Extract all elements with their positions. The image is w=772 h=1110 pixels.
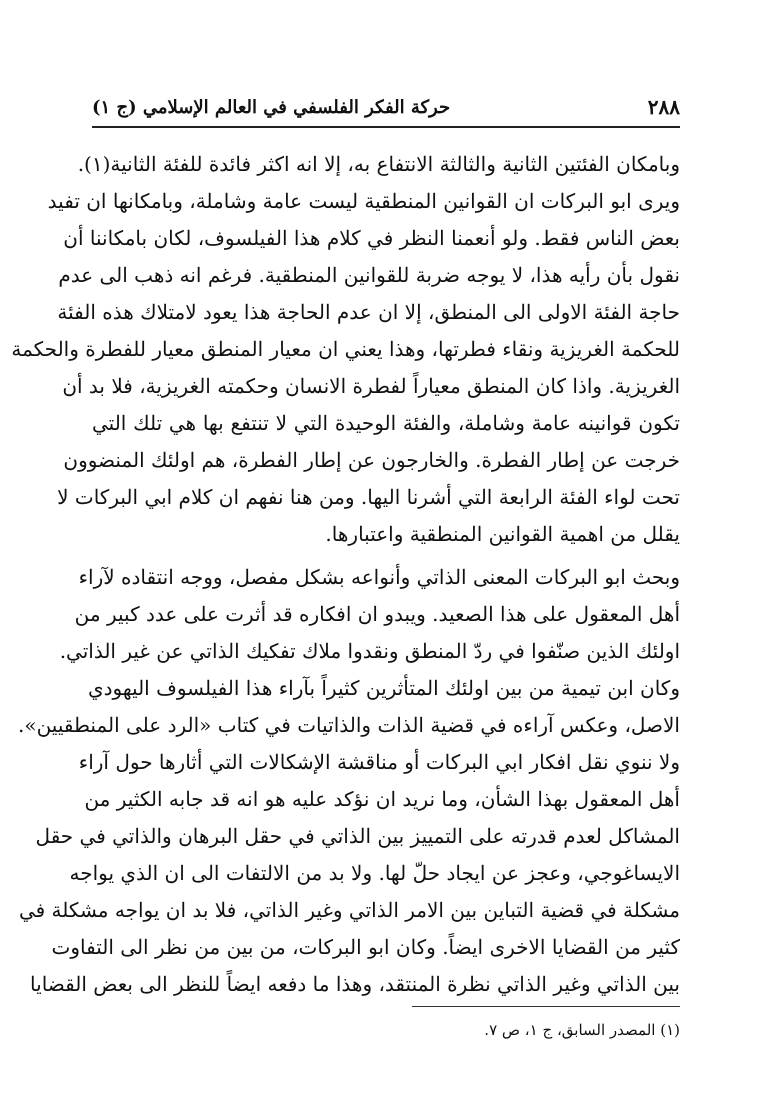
text-line: تكون قوانينه عامة وشاملة، والفئة الوحيدة التي لا تنتفع بها هي تلك التي	[92, 411, 680, 435]
footnote-rule	[412, 1006, 680, 1007]
text-line: ولا ننوي نقل افكار ابي البركات أو مناقشة الإشكالات التي أثارها حول آراء	[78, 750, 680, 774]
text-line: الاصل، وعكس آراءه في قضية الذات والذاتيات في كتاب «الرد على المنطقيين».	[17, 713, 680, 737]
text-line: الايساغوجي، وعجز عن ايجاد حلّ لها. ولا بد من الالتفات الى ان الذي يواجه	[69, 861, 680, 885]
text-line: بين الذاتي وغير الذاتي نظرة المنتقد، وهذا ما دفعه ايضاً للنظر الى بعض القضايا	[30, 972, 680, 996]
text-line: كثير من القضايا الاخرى ايضاً. وكان ابو البركات، من بين من نظر الى التفاوت	[51, 935, 680, 959]
text-line: أهل المعقول على هذا الصعيد. ويبدو ان افكاره قد أثرت على عدد كبير من	[74, 602, 680, 626]
running-title: حركة الفكر الفلسفي في العالم الإسلامي (ج ١)	[92, 96, 451, 118]
text-line: الغريزية. واذا كان المنطق معياراً لفطرة الانسان وحكمته الغريزية، فلا بد أن	[62, 374, 680, 398]
text-line: المشاكل لعدم قدرته على التمييز بين الذاتي في حقل البرهان والذاتي في حقل	[35, 824, 680, 848]
page-number: ٢٨٨	[647, 95, 680, 119]
page-header	[92, 90, 680, 124]
text-line: نقول بأن رأيه هذا، لا يوجه ضربة للقوانين المنطقية. فرغم انه ذهب الى عدم	[58, 263, 680, 287]
text-line: تحت لواء الفئة الرابعة التي أشرنا اليها. ومن هنا نفهم ان كلام ابي البركات لا	[57, 485, 680, 509]
text-line: للحكمة الغريزية ونقاء فطرتها، وهذا يعني ان معيار المنطق معيار للفطرة والحكمة	[11, 337, 680, 361]
text-line: بعض الناس فقط. ولو أنعمنا النظر في كلام هذا الفيلسوف، لكان بامكاننا أن	[63, 226, 680, 250]
text-line: حاجة الفئة الاولى الى المنطق، إلا ان عدم الحاجة هذا يعود لامتلاك هذه الفئة	[57, 300, 680, 324]
text-line: يقلل من اهمية القوانين المنطقية واعتبارها.	[325, 522, 680, 546]
text-line: وبامكان الفئتين الثانية والثالثة الانتفاع به، إلا انه اكثر فائدة للفئة الثانية(١).	[77, 152, 680, 176]
text-line: اولئك الذين صنّفوا في ردّ المنطق ونقدوا ملاك تفكيك الذاتي عن غير الذاتي.	[59, 639, 680, 663]
text-line: مشكلة في قضية التباين بين الامر الذاتي وغير الذاتي، فلا بد ان يواجه مشكلة في	[18, 898, 680, 922]
text-line: أهل المعقول بهذا الشأن، وما نريد ان نؤكد عليه هو انه قد جابه الكثير من	[84, 787, 680, 811]
text-line: خرجت عن إطار الفطرة. والخارجون عن إطار الفطرة، هم اولئك المنضوون	[63, 448, 680, 472]
text-line: وكان ابن تيمية من بين اولئك المتأثرين كثيراً بآراء هذا الفيلسوف اليهودي	[87, 676, 680, 700]
header-rule	[92, 126, 680, 128]
body-text	[11, 146, 680, 1003]
text-line: ويرى ابو البركات ان القوانين المنطقية ليست عامة وشاملة، وبامكانها ان تفيد	[47, 189, 680, 213]
footnote: (١) المصدر السابق، ج ١، ص ٧.	[484, 1021, 680, 1039]
text-line: وبحث ابو البركات المعنى الذاتي وأنواعه بشكل مفصل، ووجه انتقاده لآراء	[78, 565, 680, 589]
